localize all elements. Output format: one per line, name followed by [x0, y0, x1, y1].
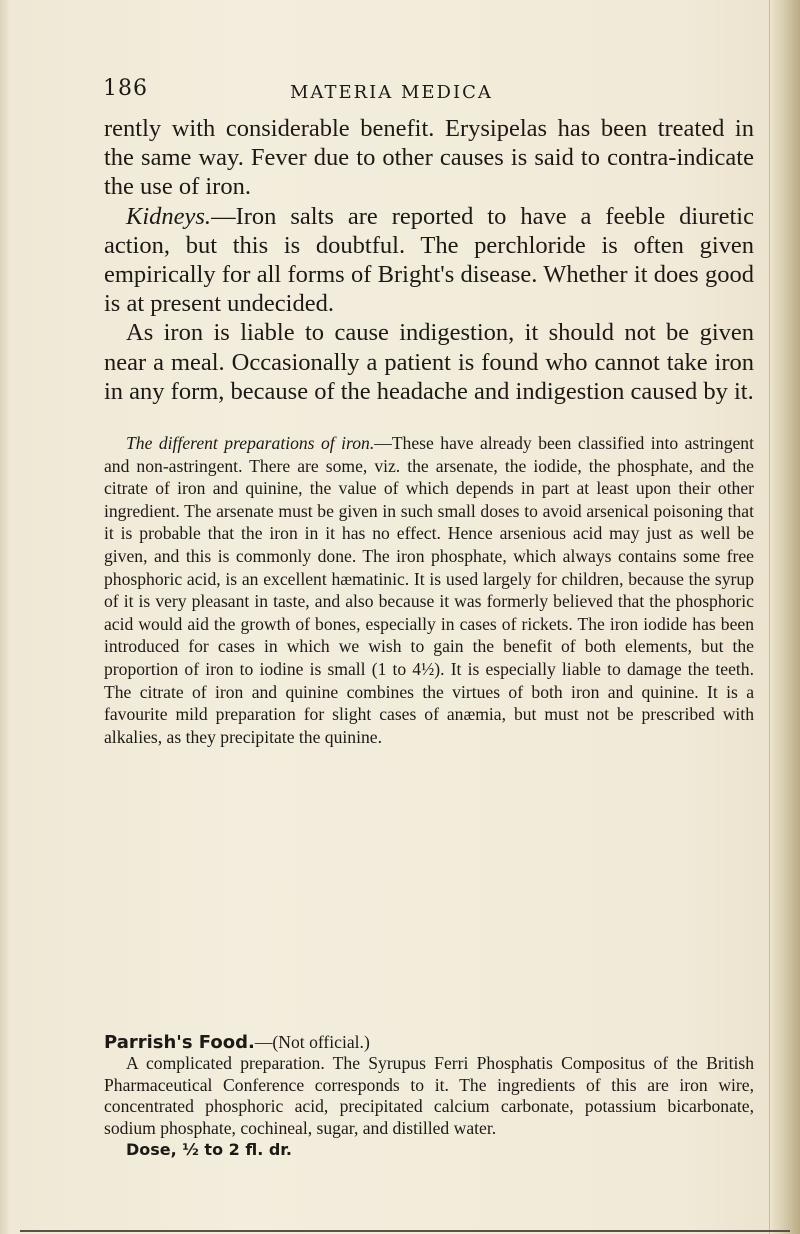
page-gutter-shadow — [0, 0, 10, 1234]
preparations-heading: The different preparations of iron. — [126, 433, 375, 453]
parrish-dose-line — [104, 1139, 754, 1160]
small-print-section — [104, 432, 754, 748]
parrish-food-section — [104, 1032, 754, 1160]
preparations-body: —These have already been classified into astringent and non-astringent. There are some, viz. the arsenate, the iodide, the phosphate, and the citrate of iron and quinine, the value of which depends in part at least upon their other ingredient. The arsenate must be given in such small doses to avoid arsenical poisoning that it is probable that the iron in it has no effect. Hence arsenious acid may just as well be given, and this is commonly done. The iron phosphate, which always contains some free phosphoric acid, is an excellent hæmatinic. It is used largely for children, because the syrup of it is very pleasant in taste, and also because it was formerly believed that the phosphoric acid would aid the growth of bones, especially in cases of rickets. The iron iodide has been introduced for cases in which we wish to gain the benefit of both elements, but the proportion of iron to iodine is small (1 to 4½). It is especially liable to damage the teeth. The citrate of iron and quinine combines the virtues of both iron and quinine. It is a favourite mild preparation for slight cases of anæmia, but must not be prescribed with alkalies, as they precipitate the quinine. — [104, 433, 754, 747]
parrish-title: Parrish's Food. — [104, 1032, 255, 1053]
paragraph-indigestion: As iron is liable to cause indigestion, it should not be given near a meal. Occasionally a patient is found who cannot take iron in any form, because of the headache and indigestion caused by it. — [104, 319, 754, 405]
large-print-section — [104, 114, 754, 406]
parrish-dose: Dose, ½ to 2 fl. dr. — [126, 1140, 292, 1160]
kidneys-body: —Iron salts are reported to have a feeble diuretic action, but this is doubtful. The perchloride is often given empirically for all forms of Bright's disease. Whether it does good is at present undecided. — [104, 202, 754, 318]
paragraph-kidneys — [104, 202, 754, 319]
parrish-body: A complicated preparation. The Syrupus Ferri Phosphatis Compositus of the British Pharmaceutical Conference corresponds to it. The ingredients of this are iron wire, concentrated phosphoric acid, precipitated calcium carbonate, potassium bicarbonate, sodium phosphate, cochineal, sugar, and distilled water. — [104, 1053, 754, 1138]
kidneys-heading: Kidneys. — [126, 202, 212, 230]
page-edge-line — [769, 0, 770, 1234]
paragraph-preparations — [104, 432, 754, 748]
paragraph-erysipelas: rently with considerable benefit. Erysipelas has been treated in the same way. Fever due to other causes is said to contra-indicate the use of iron. — [104, 115, 754, 201]
parrish-note: —(Not official.) — [254, 1032, 370, 1052]
page-bottom-edge — [20, 1230, 790, 1232]
running-head: MATERIA MEDICA — [290, 82, 493, 103]
page-fore-edge — [772, 0, 800, 1234]
page-number: 186 — [103, 76, 148, 101]
parrish-heading-line — [104, 1032, 754, 1053]
